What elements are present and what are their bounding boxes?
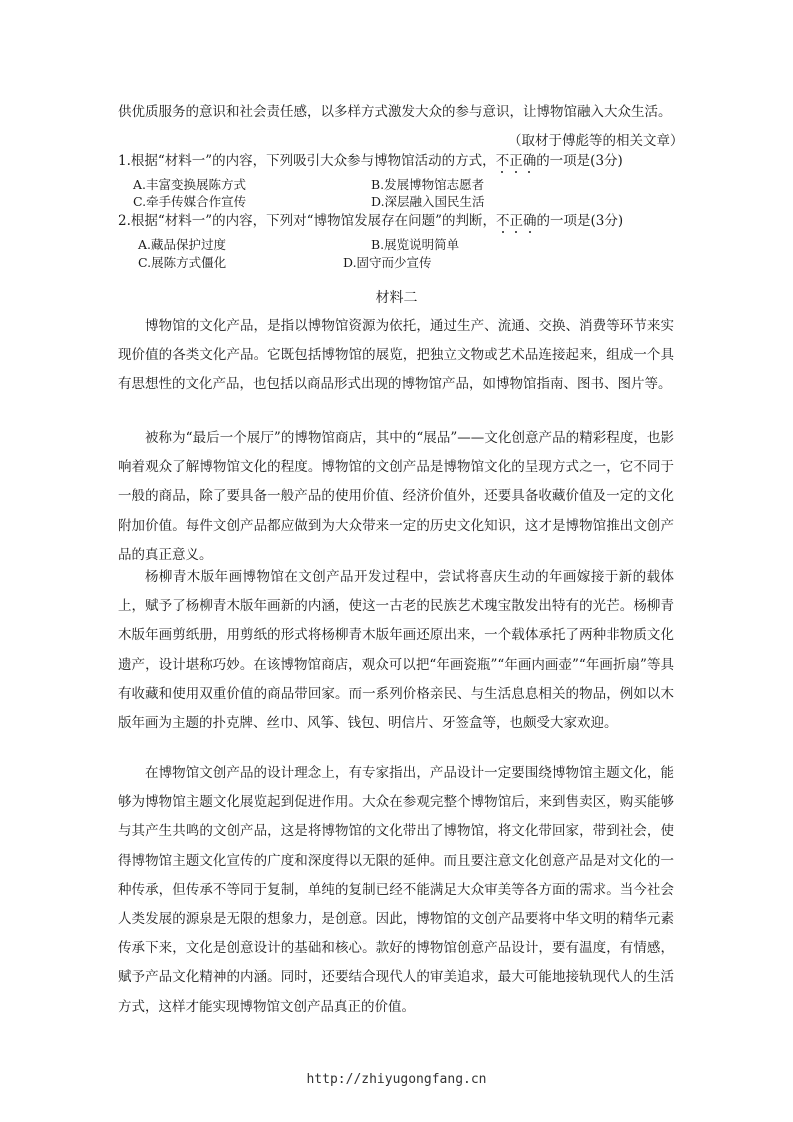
emphasis-char: 不 bbox=[495, 153, 510, 169]
question-1-stem-after: 的一项是(3分) bbox=[536, 153, 623, 169]
question-1-option-d: D.深层融入国民生活 bbox=[371, 194, 485, 209]
emphasis-char: 正 bbox=[509, 213, 523, 229]
paragraph: 杨柳青木版年画博物馆在文创产品开发过程中，尝试将喜庆生动的年画嫁接于新的载体上，赋予了杨柳青木版年画新的内涵，使这一古老的民族艺术瑰宝散发出特有的光芒。杨柳青木版年画剪纸册，用剪纸的形式将杨柳青木版年画还原出来，一个载体承托了两种非物质文化遗产，设计堪称巧妙。在该博物馆商店，观众可以把“年画瓷瓶”“年画内画壶”“年画折扇”等具有收藏和使用双重价值的商品带回家。而一系列价格亲民、与生活息息相关的物品，例如以木版年画为主题的扑克牌、丝巾、风筝、钱包、明信片、牙签盒等，也颇受大家欢迎。 bbox=[118, 569, 674, 732]
emphasis-char: 确 bbox=[523, 213, 537, 229]
emphasis-char: 不 bbox=[496, 213, 510, 229]
question-2-option-c: C.展陈方式僵化 bbox=[138, 255, 227, 270]
question-2-option-a: A.藏品保护过度 bbox=[138, 237, 227, 252]
question-1-stem bbox=[118, 152, 623, 170]
question-2-option-b: B.展览说明简单 bbox=[371, 237, 460, 252]
paragraph: 博物馆的文化产品，是指以博物馆资源为依托，通过生产、流通、交换、消费等环节来实现价值的各类文化产品。它既包括博物馆的展览，把独立文物或艺术品连接起来，组成一个具有思想性的文化产品，也包括以商品形式出现的博物馆产品，如博物馆指南、图书、图片等。 bbox=[118, 318, 674, 393]
question-1-stem-before: 1.根据“材料一”的内容，下列吸引大众参与博物馆活动的方式， bbox=[118, 153, 496, 169]
source-note: （取材于傅彪等的相关文章） bbox=[508, 133, 684, 149]
paragraph: 在博物馆文创产品的设计理念上，有专家指出，产品设计一定要围绕博物馆主题文化，能够为博物馆主题文化展览起到促进作用。大众在参观完整个博物馆后，来到售卖区，购买能够与其产生共鸣的文创产品，这是将博物馆的文化带出了博物馆，将文化带回家，带到社会，使得博物馆主题文化宣传的广度和深度得以无限的延伸。而且要注意文化创意产品是对文化的一种传承，但传承不等同于复制，单纯的复制已经不能满足大众审美等各方面的需求。当今社会人类发展的源泉是无限的想象力，是创意。因此，博物馆的文创产品要将中华文明的精华元素传承下来，文化是创意设计的基础和核心。款好的博物馆创意产品设计，要有温度，有情感，赋予产品文化精神的内涵。同时，还要结合现代人的审美追求，最大可能地接轨现代人的生活方式，这样才能实现博物馆文创产品真正的价值。 bbox=[118, 765, 674, 1015]
question-1-option-b: B.发展博物馆志愿者 bbox=[371, 177, 485, 192]
emphasis-char: 正 bbox=[509, 153, 523, 169]
question-2-option-d: D.固守而少宣传 bbox=[343, 255, 432, 270]
footer-url[interactable]: http://zhiyugongfang.cn bbox=[306, 1072, 487, 1087]
paragraph: 被称为“最后一个展厅”的博物馆商店，其中的“展品”——文化创意产品的精彩程度，也影响着观众了解博物馆文化的程度。博物馆的文创产品是博物馆文化的呈现方式之一，它不同于一般的商品，除了要具备一般产品的使用价值、经济价值外，还要具备收藏价值及一定的文化附加价值。每件文创产品都应做到为大众带来一定的历史文化知识，这才是博物馆推出文创产品的真正意义。 bbox=[118, 430, 674, 563]
intro-tail-text: 供优质服务的意识和社会责任感，以多样方式激发大众的参与意识，让博物馆融入大众生活。 bbox=[118, 104, 672, 120]
question-1-option-c: C.牵手传媒合作宣传 bbox=[133, 194, 247, 209]
section-title: 材料二 bbox=[375, 290, 418, 306]
question-2-stem-before: 2.根据“材料一”的内容，下列对“博物馆发展存在问题”的判断， bbox=[118, 213, 496, 229]
emphasis-char: 确 bbox=[522, 153, 537, 169]
question-1-option-a: A.丰富变换展陈方式 bbox=[133, 177, 247, 192]
question-2-stem-after: 的一项是(3分) bbox=[536, 213, 624, 229]
question-2-stem bbox=[118, 212, 623, 230]
